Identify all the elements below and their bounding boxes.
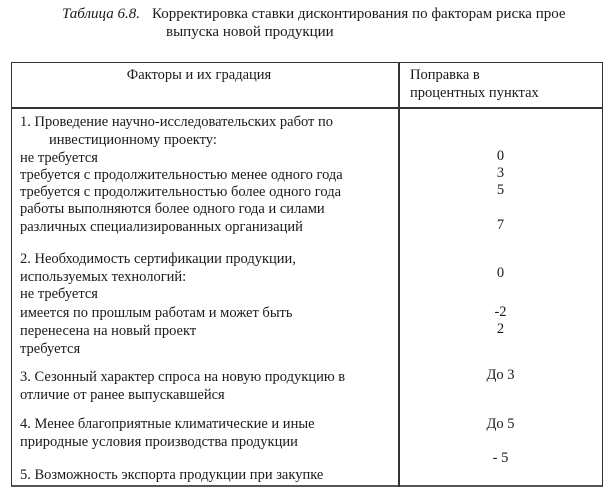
- header-divider: [11, 107, 603, 109]
- factor-line: используемых технологий:: [20, 269, 187, 285]
- adjustment-value: 3: [496, 165, 505, 181]
- factor-line: работы выполняются более одного года и силами: [20, 201, 325, 217]
- factor-line: 5. Возможность экспорта продукции при закупке: [20, 467, 324, 483]
- table-caption-title: Корректировка ставки дисконтирования по факторам риска прое: [152, 6, 566, 22]
- factor-line: требуется с продолжительностью менее одного года: [20, 167, 343, 183]
- adjustment-value: -2: [494, 304, 507, 320]
- adjustment-value: 0: [496, 265, 505, 281]
- factor-line: требуется: [20, 341, 81, 357]
- adjustment-value: 5: [496, 182, 505, 198]
- factor-line: 2. Необходимость сертификации продукции,: [20, 251, 296, 267]
- table-caption-label: Таблица 6.8.: [62, 6, 140, 22]
- factor-line: различных специализированных организаций: [20, 219, 303, 235]
- adjustment-value: - 5: [492, 450, 509, 466]
- factor-line: не требуется: [20, 150, 98, 166]
- adjustment-value: До 3: [486, 367, 515, 383]
- factor-line: 3. Сезонный характер спроса на новую продукцию в: [20, 369, 346, 385]
- table-caption-title-cont: выпуска новой продукции: [166, 24, 334, 40]
- factor-line: не требуется: [20, 286, 98, 302]
- adjustment-value: 7: [496, 217, 505, 233]
- factor-line: отличие от ранее выпускавшейся: [20, 387, 225, 403]
- header-adjustment: Поправка в: [410, 67, 480, 83]
- factor-line: 1. Проведение научно-исследовательских работ по: [20, 114, 333, 130]
- adjustment-value: До 5: [486, 416, 515, 432]
- factor-line: перенесена на новый проект: [20, 323, 197, 339]
- factor-line: требуется с продолжительностью более одного года: [20, 184, 342, 200]
- adjustment-value: 2: [496, 321, 505, 337]
- adjustment-value: 0: [496, 148, 505, 164]
- factor-line: 4. Менее благоприятные климатические и иные: [20, 416, 315, 432]
- header-adjustment-cont: процентных пунктах: [410, 85, 539, 101]
- header-factors: Факторы и их градация: [126, 67, 272, 83]
- factor-line: имеется по прошлым работам и может быть: [20, 305, 293, 321]
- factor-line: природные условия производства продукции: [20, 434, 298, 450]
- factor-line: инвестиционному проекту:: [49, 132, 217, 148]
